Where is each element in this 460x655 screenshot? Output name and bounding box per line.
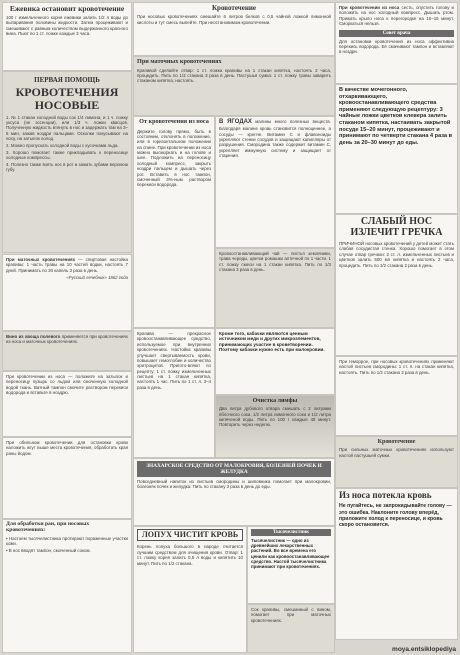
article-title: Очистка лимфы (252, 398, 298, 404)
article-body: Крапива — прекрасное кровоостанавливающее средство, используемое при внутренних кровотечениях. Настойка крапивы улучшает свертываемость крови, повышает гемоглобин и количество эритроцитов. Пригото-вляют по рецепту: 1 ст. ложку измельченных листьев на 1 стакан кипятка, настоять 1 час. Пить по 1 ст. л. 3–4 раза в день. (137, 331, 211, 390)
article-title: При маточных кровотечениях (6, 257, 76, 262)
article-nettle (134, 329, 214, 457)
article-lymph-cleanse (216, 396, 334, 457)
article-text: сесть, опустить голову и положить на нос холодный компресс. Дышать ртом. Прижать крыло носа к перегородке на 10–15 минут. Сморкаться нельзя. (339, 5, 454, 27)
article-body: При кровотечении из носа — положите на затылок и переносицу пузырь со льдом или смоченную холодной водой ткань. Ватный тампон смочите раствором перекиси водорода и вставьте в ноздрю. (6, 374, 128, 396)
article-body: Держите голову прямо, быть в состоянии, отклонять в положение, или в горизонтальном положении на спине. При кровотечении из носа можно высморкать и на голове и шее. Подложить на переносицу холодный компресс, закрыть ноздри пальцем и дышать через рот. Вставить в нос тампон, смоченный 3%-ным раствором перекиси водорода. (137, 128, 211, 188)
article-title: При кровотечении из носа (339, 5, 400, 10)
article-bleeding-right (336, 437, 457, 487)
article-currant-leaves (336, 357, 457, 435)
article-body: При маточных кровотечениях — спиртовая настойка крапивы: 1 часть травы на 10 частей водки, настоять 7 дней. Принимать по 30 капель 3 раза в день. (6, 257, 128, 273)
article-blackberry (3, 3, 131, 70)
article-nosebleed-center (134, 117, 214, 327)
article-title: Кровотечение (211, 4, 257, 12)
first-aid-step: 3. Хорошо помогает также прикладывать к переносице холодные компрессы. (6, 149, 128, 161)
article-title: Для обработки ран, при носовых кровотечениях: (6, 521, 90, 533)
article-title: Вино из хвоща полевого (6, 334, 61, 339)
article-text: малины много полезных веществ. Благодаря малине кровь становится полноценнее, а сосуды — крепче. Витамин С и флавоноиды укрепляют стенки сосудов и защищают капилляры от разрушения. Смородина также содержит витамин С, укрепляет иммунную систему и защищает от старения. (219, 119, 331, 159)
article-body: Кроме того, кабачки являются ценным источником меди и других микроэлементов, принимающих участие в кроветворении. Поэтому кабачки нужно есть при малокровии. (219, 331, 325, 353)
article-bleeding-top (134, 3, 334, 55)
article-title: При маточных кровотечениях (137, 58, 222, 65)
article-hemostatic-tea (216, 249, 334, 327)
wound-care-item: • В нос вводят тампон, смоченный соком. (6, 547, 91, 553)
article-note: Для остановки кровотечения из носа эффективна перекись водорода. Её смачивают тампон и вставляют в ноздри. (339, 38, 454, 55)
article-body (339, 5, 454, 27)
article-body: Крапивой сделайте отвар: 1 ст. ложка крапивы на 1 стакан кипятка, настоять 2 часа, процедить. Пить по 1/2 стакана 3 раза в день. Пастушья сумка: 1 ст. ложку травы заварить стаканом кипятка, настоять. (137, 67, 331, 84)
first-aid-step: 4. Полезно также взять нос в рот и зажать зубами верхнюю губу. (6, 162, 128, 173)
article-title: Ежевика остановит кровотечение (9, 4, 125, 13)
article-body: В качестве мочегонного, отхаркивающего, кровоостанавливающего средства применяют следующую рецептуру: 3 чайные ложки цветков клевера залить стаканом кипятка, настаивать закрытой посуде 15–20 минут, процеживают и принимают по четверти стакана 4 раза в день за 20–30 минут до еды. (339, 87, 453, 146)
wound-care-item: • Настоем тысячелистника протирают пораженные участки кожи. (6, 535, 128, 547)
article-text: спиртовая настойка крапивы: 1 часть травы на 10 частей водки, настоять 7 дней. Принимать по 30 капель 3 раза в день. (6, 257, 128, 273)
article-buckwheat (336, 215, 457, 355)
article-title: От кровотечения из носа (139, 118, 209, 125)
article-body: Тысячелистник — одно из древнейших лекарственных растений. Во все времена его ценили как кровоостанавливающее средство. Настой тысячелистника принимают при кровотечениях. (251, 538, 330, 569)
article-title: В ЯГОДАХ (219, 119, 252, 125)
article-yarrow (248, 527, 334, 603)
first-aid-step: 1. № 1 стакан холодной воды сок 1/4 лимона, и 1 ч. ложку уксуса (не эссенции), или 1/3 ч. ложки квасцов. Полученную жидкость втянуть в нос и задержать там на 3–5 мин, зажав ноздри пальцами. Осколки покусывают на носу, на затылок холод. (6, 114, 128, 142)
article-body: При геморрое, при носовых кровотечениях применяют настой листьев смородины: 1 ст. л. на стакан кипятка, настоять. Пить по 1/2 стакана 3 раза в день. (339, 359, 454, 375)
article-body: Корень лопуха большого в народе считается лучшим средством для очищения крови. Отвар: 1 ст. ложку корня залить 0,5 л воды и кипятить 10 минут. Пить по 1/2 стакана. (137, 544, 243, 566)
article-source: «Русский лечебник» 1862 года (66, 275, 128, 281)
article-title: СЛАБЫЙ НОС ИЗЛЕЧИТ ГРЕЧКА (350, 216, 443, 238)
article-body: Не пугайтесь, не запрокидывайте голову — это ошибка. Наклоните голову вперёд, приложите холод к переносице, и кровь скоро остановится. (339, 503, 452, 528)
article-title: ЛОПУХ ЧИСТИТ КРОВЬ (137, 529, 243, 541)
article-zucchini (216, 329, 334, 394)
article-body: Повседневный напиток из листьев смородины и шиповника помогает при малокровии, болезнях почек и желудка. Пить по стакану 3 раза в день до еды. (137, 479, 331, 490)
article-title: Из носа потекла кровь (339, 490, 432, 500)
article-body: Сок крапивы, смешанный с вином, помогает при маточных кровотечениях. (251, 607, 331, 623)
article-clover-recipe (336, 85, 457, 213)
article-nose-bleeding (336, 489, 457, 639)
article-russian-herbal (3, 255, 131, 330)
article-first-aid (3, 72, 131, 252)
article-body (6, 334, 128, 345)
article-horsetail-wine (3, 332, 131, 370)
article-body: При носовых кровотечениях смешайте 6 литров белков с 0,5 чайной ложкой лимонной кислоты и тут смесь выпейте. При неостановимом кровотечении. (137, 14, 331, 25)
article-nettle-juice (248, 605, 334, 652)
article-kicker: ПЕРВАЯ ПОМОЩЬ (34, 76, 100, 84)
first-aid-step: 2. Можно пропускать холодной воды с кусочками льда. (6, 142, 119, 148)
doctor-advice-badge: Совет врача (339, 30, 454, 37)
article-note: Тысячелистник (251, 529, 331, 536)
article-wound-care (3, 520, 131, 652)
article-nose-tips (3, 372, 131, 436)
article-headline: КРОВОТЕЧЕНИЯ НОСОВЫЕ (15, 85, 119, 112)
article-burdock (134, 527, 246, 652)
article-body: При сильных маточных кровотечениях используют настой пастушьей сумки. (339, 447, 454, 458)
article-title: Кровотечение (377, 439, 416, 445)
article-body: При обильном кровотечении для остановки крови наложить жгут выше места кровотечения, обработать края раны йодом. (6, 440, 128, 456)
article-body (219, 119, 331, 159)
article-title: ЗНАХАРСКОЕ СРЕДСТВО ОТ МАЛОКРОВИЯ, БОЛЕЗНЕЙ ПОЧЕК И ЖЕЛУДКА (137, 461, 331, 477)
article-body: 100 г измельченного корня ежевики залить 1/2 л воды до выпаривания половины жидкости. Затем процеживают и смешивают с равным количеством выдержанного красного вина. Пьют по 1 ст. ложке каждые 3 часа. (6, 14, 128, 36)
article-text: применяется при кровотечениях из носа и маточных кровотечениях. (6, 334, 128, 345)
article-body: ПРИЧИНОЙ носовых кровотечений у детей может стать слабая сосудистая стенка. Хорошо помогает в этом случае отвар гречихи: 2 ст. л. измельченных листьев и цветков залить 500 мл кипятка и настоять 2 часа, процедить. Пить по 1/2 стакана 2 раза в день. (339, 241, 454, 268)
article-uterine-bleeding (134, 57, 334, 115)
article-heavy-bleeding (3, 438, 131, 518)
site-watermark: moya.entsiklopediya (392, 646, 456, 653)
article-nose-right (336, 3, 457, 83)
article-folk-remedy (134, 459, 334, 525)
article-berries (216, 117, 334, 247)
article-body: Два литра дубового отвара смешать с 2 литрами яблочного сока, 1/2 литра лимонного сока и 1/2 литра кипяченой воды. Пить по 100 г каждые 40 минут. Повторить через неделю. (219, 406, 331, 428)
article-body: Кровоостанавливающий чай — листья земляники, трава череды, цветки ромашки аптечной по 1 части. 1 ст. ложку смеси на 1 стакан кипятка. Пить по 1/3 стакана 3 раза в день. (219, 251, 331, 273)
